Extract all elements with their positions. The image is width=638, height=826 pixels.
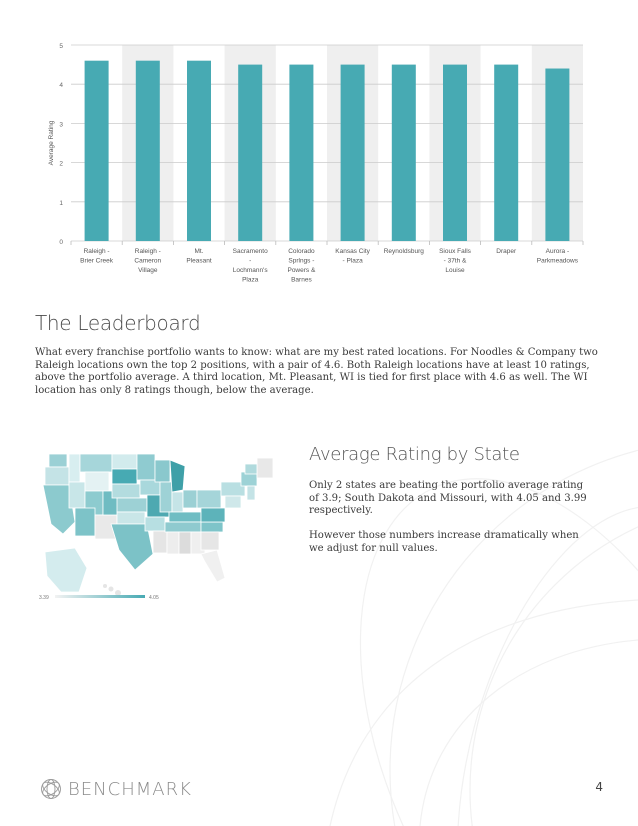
- x-tick-label-line: Sacramento: [232, 248, 268, 255]
- x-tick-label-line: Powers &: [287, 267, 316, 274]
- x-tick-label-line: Cameron: [134, 257, 162, 265]
- state-section-heading: Average Rating by State: [309, 444, 520, 465]
- x-tick-label-line: - Plaza: [342, 257, 363, 265]
- x-tick-label-line: Raleigh -: [83, 248, 110, 255]
- bar: [392, 65, 416, 241]
- x-tick-label-line: Barnes: [291, 276, 312, 284]
- y-tick-label: 0: [59, 239, 63, 246]
- x-tick-label-line: Colorado: [288, 248, 315, 255]
- y-tick-label: 3: [59, 121, 63, 129]
- x-tick-label-line: Sioux Falls: [439, 248, 471, 255]
- x-tick-label-line: - 37th &: [443, 257, 467, 265]
- footer-logo: [40, 778, 192, 800]
- x-tick-label: [537, 248, 579, 265]
- map-legend-bar: [55, 595, 145, 598]
- map-legend-min: 3.39: [39, 595, 49, 601]
- leaderboard-paragraph: What every franchise portfolio wants to know: what are my best rated locations. For Noodles & Company two Raleigh locations own the top 2 positions, with a pair of 4.6. Both Raleigh locations have at least 10 ratings, above the portfolio average. A third location, Mt. Pleasant, WI is tied for first place with 4.6 as well. The WI location has only 8 ratings though, below the average.: [35, 347, 598, 396]
- x-tick-label-line: Draper: [496, 248, 517, 255]
- leaderboard-heading: The Leaderboard: [35, 311, 201, 335]
- x-tick-label: [80, 248, 114, 265]
- x-tick-label-line: Village: [138, 267, 158, 274]
- bar: [238, 65, 262, 241]
- x-tick-label-line: Sprlngs -: [288, 257, 315, 265]
- x-tick-label-line: Raleigh -: [134, 248, 161, 255]
- benchmark-logo-icon: [40, 778, 62, 800]
- x-tick-label-line: Parkmeadows: [536, 257, 578, 265]
- bar: [545, 69, 569, 241]
- x-tick-label: [287, 248, 315, 284]
- x-tick-label-line: Lochmann's: [232, 267, 268, 274]
- x-tick-label: [186, 248, 211, 265]
- x-tick-label-line: Reynoldsburg: [383, 248, 424, 255]
- ratings-bar-chart: [30, 30, 600, 300]
- us-state-map: [35, 442, 285, 602]
- map-legend-max: 4.05: [149, 595, 159, 601]
- x-tick-label: [335, 248, 370, 265]
- x-tick-label-line: -: [249, 257, 252, 265]
- x-tick-label-line: Louise: [445, 267, 465, 274]
- page-number: 4: [595, 780, 603, 794]
- y-tick-label: 2: [59, 160, 63, 168]
- x-tick-label: [496, 248, 517, 255]
- state-paragraph-1: Only 2 states are beating the portfolio average rating of 3.9; South Dakota and Missouri, with 4.05 and 3.99 respectively.: [309, 480, 587, 516]
- x-tick-label-line: Kansas City: [335, 248, 370, 255]
- y-axis-label: Average Rating: [48, 120, 55, 166]
- bar: [494, 65, 518, 241]
- bar: [136, 61, 160, 241]
- alaska-shape: [45, 548, 87, 592]
- hawaii-shape: [103, 584, 121, 596]
- x-tick-label-line: Brier Creek: [80, 257, 114, 265]
- bar: [187, 61, 211, 241]
- x-tick-label-line: Plaza: [242, 276, 259, 284]
- bar: [85, 61, 109, 241]
- x-tick-label: [439, 248, 472, 274]
- y-tick-label: 4: [59, 82, 63, 90]
- y-tick-label: 5: [59, 43, 63, 50]
- x-tick-label-line: Pleasant: [186, 257, 212, 265]
- x-tick-label: [134, 248, 161, 274]
- bar: [289, 65, 313, 241]
- x-tick-label: [233, 248, 269, 284]
- x-tick-label: [384, 248, 424, 255]
- x-tick-label-line: Aurora -: [545, 248, 570, 255]
- bar: [443, 65, 467, 241]
- state-paragraph-2: However those numbers increase dramatically when we adjust for null values.: [309, 530, 579, 554]
- x-tick-label-line: Mt.: [194, 248, 204, 255]
- y-tick-label: 1: [59, 199, 63, 207]
- brand-name: BENCHMARK: [68, 778, 192, 800]
- bar: [341, 65, 365, 241]
